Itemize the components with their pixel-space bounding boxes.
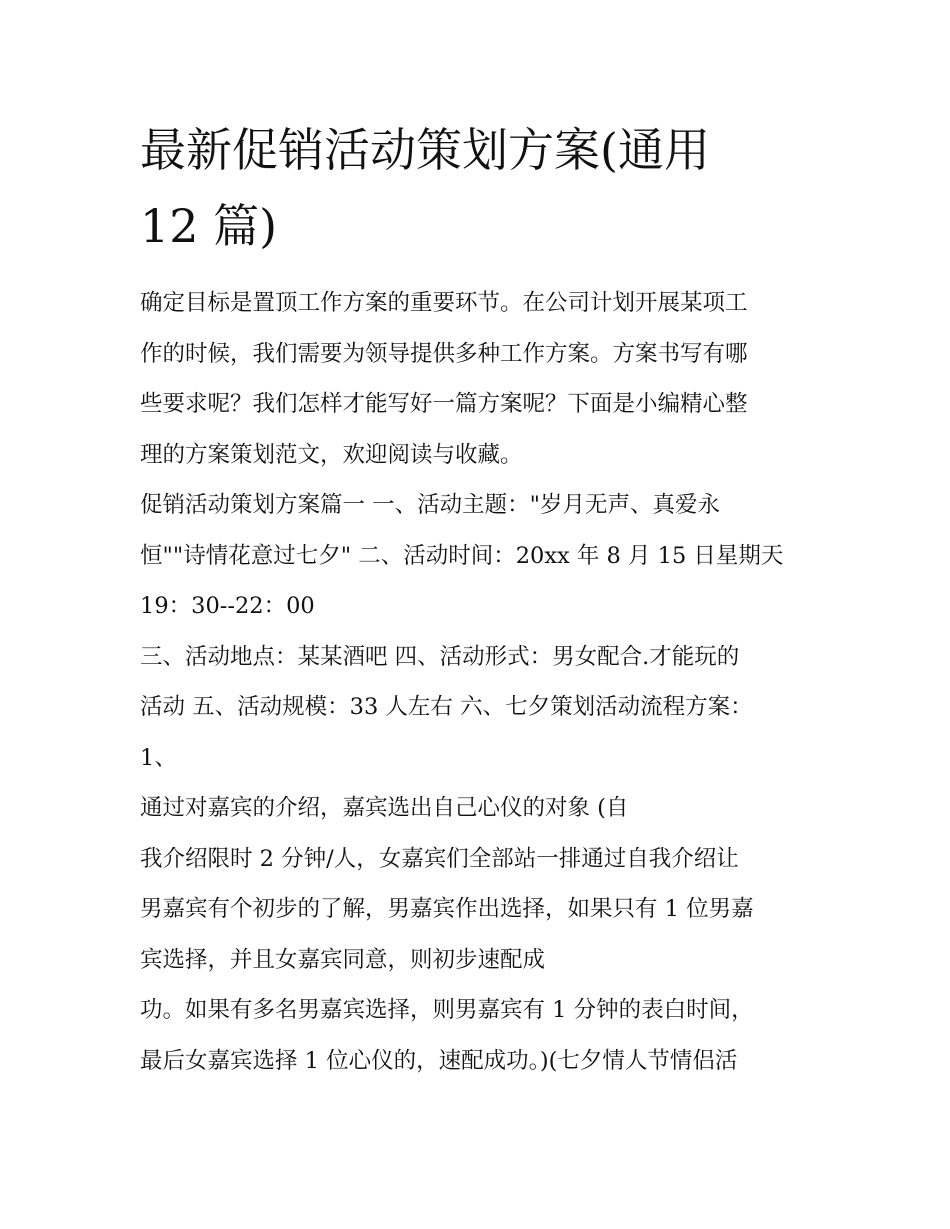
body-line: 三、活动地点：某某酒吧 四、活动形式：男女配合.才能玩的: [140, 643, 740, 670]
body-line: 19：30--22：00: [140, 593, 315, 619]
document-body: [140, 278, 820, 1086]
title-line-2: 12 篇): [140, 199, 278, 253]
body-line: 我介绍限时 2 分钟/人，女嘉宾们全部站一排通过自我介绍让: [140, 845, 739, 872]
title-line-1: 最新促销活动策划方案(通用: [140, 123, 710, 177]
body-line: 男嘉宾有个初步的了解，男嘉宾作出选择，如果只有 1 位男嘉: [140, 896, 754, 922]
body-line: 1、: [140, 744, 177, 771]
body-line: 确定目标是置顶工作方案的重要环节。在公司计划开展某项工: [140, 290, 748, 316]
body-line: 功。如果有多名男嘉宾选择，则男嘉宾有 1 分钟的表白时间，: [140, 997, 754, 1023]
body-line: 些要求呢？我们怎样才能写好一篇方案呢？下面是小编精心整: [140, 391, 748, 417]
document-title: [140, 112, 820, 264]
body-line: 宾选择，并且女嘉宾同意，则初步速配成: [140, 946, 546, 973]
body-line: 恒""诗情花意过七夕" 二、活动时间：20xx 年 8 月 15 日星期天: [140, 542, 784, 569]
body-line: 通过对嘉宾的介绍，嘉宾选出自己心仪的对象 (自: [140, 795, 629, 821]
body-line: 活动 五、活动规模：33 人左右 六、七夕策划活动流程方案：: [140, 694, 753, 720]
body-line: 最后女嘉宾选择 1 位心仪的，速配成功。)(七夕情人节情侣活: [140, 1047, 738, 1074]
body-line: 作的时候，我们需要为领导提供多种工作方案。方案书写有哪: [140, 340, 748, 367]
body-line: 理的方案策划范文，欢迎阅读与收藏。: [140, 441, 523, 468]
body-line: 促销活动策划方案篇一 一、活动主题："岁月无声、真爱永: [140, 492, 721, 518]
